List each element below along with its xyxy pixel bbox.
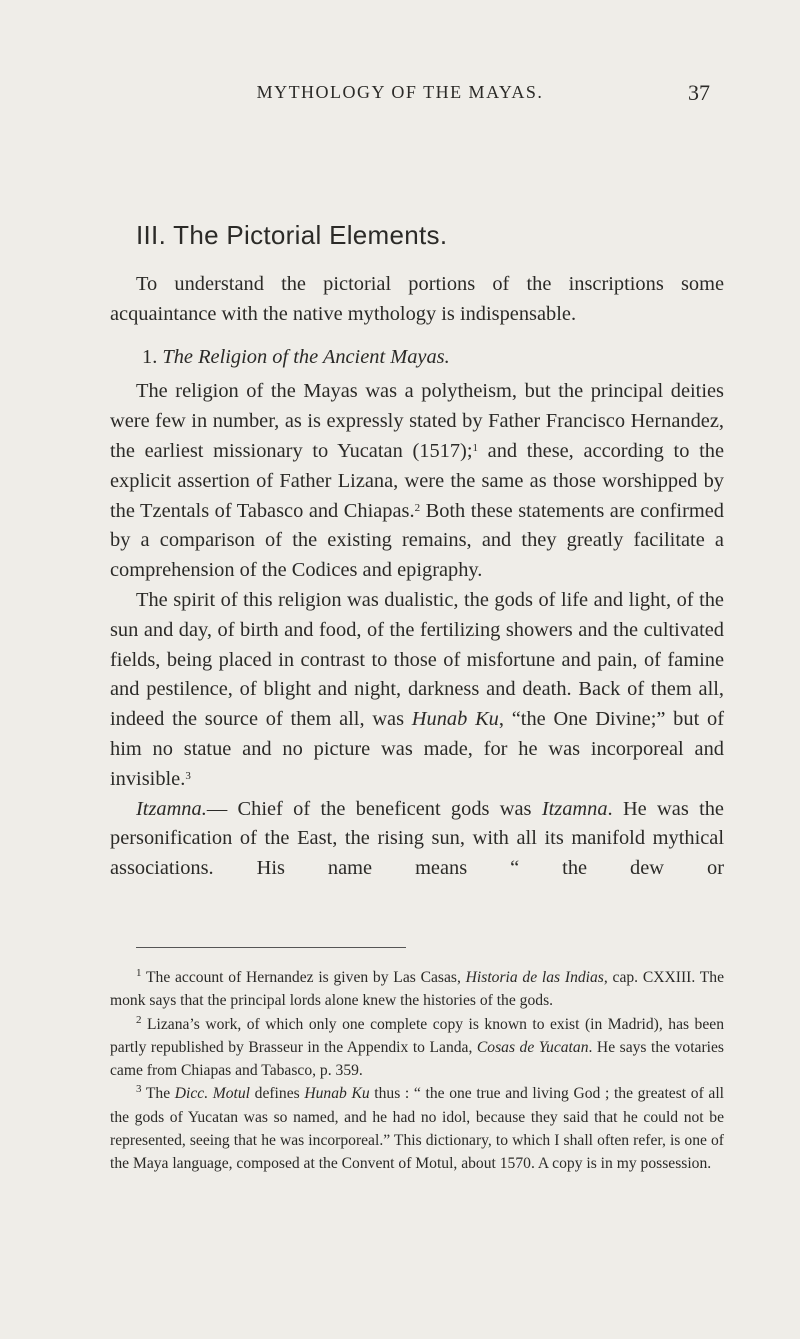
subsection-number: 1. [142, 345, 163, 368]
footnote-divider [136, 947, 406, 948]
subsection-title: The Religion of the Ancient Mayas. [162, 345, 450, 368]
footnote-deity-name: Hunab Ku [304, 1085, 370, 1103]
footnote-text: The account of Hernandez is given by Las Casas, [141, 969, 466, 986]
deity-name-itzamna: Itzamna. [136, 797, 207, 820]
footnote-ref-1: 1 [472, 441, 478, 454]
footnote-text: , cap. CXXIII. The monk says that the principal lords alone knew the histories of the gods. [110, 969, 724, 1010]
footnote-mark-1: 1 [136, 966, 142, 979]
footnote-text: . He says the votaries came from Chiapas and Tabasco, p. 359. [110, 1038, 724, 1080]
deity-name-itzamna-inline: Itzamna [541, 797, 608, 820]
paragraph-intro: To understand the pictorial portions of the inscriptions some acquaintance with the native mythology is indispensable. [110, 273, 724, 325]
footnote-2 [110, 1013, 724, 1083]
footnote-title: Dicc. Motul [174, 1085, 250, 1103]
footnote-title: Historia de las Indias [465, 969, 604, 986]
paragraph-text: Both these statements are confirmed by a comparison of the existing remains, and they greatly facilitate a comprehension of the Codices and epigraphy. [110, 499, 724, 582]
footnote-text: Lizana’s work, of which only one complete copy is known to exist (in Madrid), has been partly republished by Brasseur in the Appendix to Landa, [110, 1015, 724, 1056]
section-title: III. The Pictorial Elements. [136, 220, 448, 250]
paragraph-text: — Chief of the beneficent gods was [206, 797, 542, 820]
page-number: 37 [688, 80, 710, 105]
footnote-ref-2: 2 [414, 501, 421, 514]
footnote-1 [110, 966, 724, 1013]
footnote-text: thus : “ the one true and living God ; the greatest of all the gods of Yucatan was so named, and he had no idol, because they said that he could not be represented, seeing that he was incorporeal.” This dictionary, to which I shall often refer, is one of the Maya language, composed at the Convent of Motul, about 1570. A copy is in my possession. [110, 1085, 725, 1173]
subsection-heading [110, 343, 724, 373]
footnote-text: The [141, 1085, 175, 1103]
paragraph-text: The religion of the Mayas was a polytheism, but the principal deities were few in number, as is expressly stated by Father Francisco Hernandez, the earliest missionary to Yucatan (1517); [110, 380, 724, 462]
footnote-3 [110, 1082, 724, 1175]
deity-name-hunab-ku: Hunab Ku [411, 708, 499, 731]
paragraph-religion [110, 377, 724, 586]
footnote-text: defines [250, 1085, 305, 1103]
running-head: MYTHOLOGY OF THE MAYAS. [256, 82, 544, 102]
paragraph-text: . He was the personification of the East, the rising sun, with all its manifold mythical associations. His name means “ the dew or [110, 797, 724, 880]
footnote-ref-3: 3 [185, 769, 191, 782]
paragraph-text: , “the One Divine;” but of him no statue and no picture was made, for he was incorporeal and invisible. [110, 708, 724, 790]
main-text [110, 270, 724, 884]
paragraph-itzamna [110, 795, 724, 884]
footnote-title: Cosas de Yucatan [476, 1038, 589, 1056]
paragraph-dualism [110, 586, 724, 795]
footnote-mark-3: 3 [136, 1083, 142, 1096]
footnote-mark-2: 2 [136, 1013, 142, 1026]
footnotes [110, 966, 724, 1176]
paragraph-text: The spirit of this religion was dualistic, the gods of life and light, of the sun and day, of birth and food, of the fertilizing showers and the cultivated fields, being placed in contrast to those of misfortune and pain, of famine and pestilence, of blight and night, darkness and death. Back of them all, indeed the source of them all, was [110, 588, 724, 731]
paragraph-text: and these, according to the explicit assertion of Father Lizana, were the same as those worshipped by the Tzentals of Tabasco and Chiapas. [110, 439, 724, 522]
